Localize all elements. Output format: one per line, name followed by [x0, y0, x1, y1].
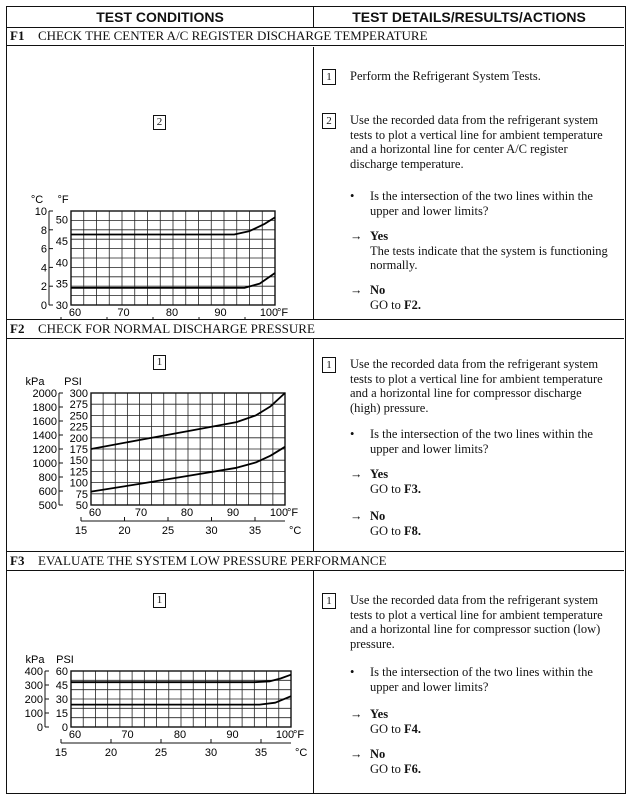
- x-tick-label: 60: [88, 507, 102, 519]
- x-tick-label: 100: [259, 307, 279, 319]
- graph-step-number: 1: [153, 355, 166, 370]
- arrow-right-icon: →: [350, 283, 363, 297]
- y-primary-unit: PSI: [56, 654, 74, 666]
- result-label: Yes: [370, 707, 389, 721]
- y-secondary-tick-label: 10: [34, 206, 47, 218]
- y-secondary-tick-label: 4: [40, 262, 47, 275]
- x-secondary-unit: °C: [295, 747, 308, 759]
- y-tick-label: 35: [55, 278, 68, 291]
- y-tick-label: 50: [55, 214, 68, 227]
- x-secondary-tick-label: 35: [254, 747, 268, 759]
- section-f2-details: [314, 339, 624, 551]
- header-test-details: TEST DETAILS/RESULTS/ACTIONS: [352, 9, 586, 25]
- section-title: EVALUATE THE SYSTEM LOW PRESSURE PERFORMANCE: [38, 553, 387, 568]
- arrow-right-icon: →: [350, 509, 363, 523]
- y-tick-label: 45: [55, 680, 68, 692]
- goto-target: F6.: [404, 761, 422, 776]
- y-primary-unit: °F: [57, 194, 69, 206]
- y-tick-label: 125: [69, 466, 88, 479]
- y-tick-label: 50: [75, 500, 88, 512]
- section-f1-details: [314, 47, 624, 319]
- result-label: No: [370, 747, 386, 761]
- y-secondary-tick-label: 300: [24, 680, 43, 692]
- bullet-dot: •: [350, 427, 355, 441]
- x-tick-label: 60: [68, 729, 82, 741]
- bullet-dot: •: [350, 189, 355, 203]
- x-secondary-unit: °C: [289, 525, 302, 537]
- result-label: No: [370, 283, 386, 297]
- x-secondary-tick-label: 30: [204, 747, 218, 759]
- x-secondary-tick-label: 35: [248, 525, 262, 537]
- section-f3-title: [7, 551, 624, 571]
- y-secondary-tick-label: 100: [24, 708, 43, 720]
- result-text: GO to: [370, 297, 401, 312]
- x-secondary-tick-label: 20: [118, 525, 131, 537]
- discharge-pressure-chart: [7, 339, 313, 551]
- y-tick-label: 75: [75, 488, 88, 501]
- result-label: Yes: [370, 467, 389, 481]
- section-f3-conditions: [7, 571, 314, 793]
- result-text: GO to: [370, 523, 401, 538]
- diagnostic-page: [6, 6, 626, 794]
- section-f1-title: [7, 27, 624, 46]
- goto-target: F4.: [404, 721, 422, 736]
- x-primary-unit: °F: [287, 507, 299, 519]
- step-text: Use the recorded data from the refrigerant system tests to plot a vertical line for ambient temperature and a horizontal line for compressor discharge (high) pressure.: [350, 357, 603, 415]
- step-text: Use the recorded data from the refrigerant system tests to plot a vertical line for ambient temperature and a horizontal line for center A/C register discharge temperature.: [350, 113, 603, 171]
- y-tick-label: 250: [69, 410, 88, 423]
- y-secondary-tick-label: 1800: [32, 402, 57, 414]
- y-secondary-tick-label: 600: [38, 486, 57, 498]
- y-tick-label: 275: [69, 399, 88, 412]
- y-secondary-tick-label: 1400: [32, 430, 57, 442]
- y-secondary-tick-label: 200: [24, 694, 43, 706]
- bullet-dot: •: [350, 665, 355, 679]
- step-number: 1: [322, 593, 336, 609]
- y-secondary-tick-label: 500: [38, 500, 57, 512]
- x-tick-label: 60: [68, 307, 82, 319]
- result-text: GO to: [370, 481, 401, 496]
- y-primary-unit: PSI: [64, 376, 82, 388]
- x-secondary-tick-label: 20: [104, 747, 118, 759]
- section-f2-title: [7, 319, 624, 339]
- y-secondary-unit: °C: [30, 194, 44, 206]
- arrow-right-icon: →: [350, 707, 363, 721]
- y-tick-label: 40: [55, 257, 68, 270]
- x-secondary-tick-label: 15: [74, 525, 88, 537]
- question-text: Is the intersection of the two lines within the upper and lower limits?: [370, 665, 593, 694]
- section-code: F2: [10, 321, 25, 336]
- step-number: 1: [322, 357, 336, 373]
- y-tick-label: 45: [55, 235, 68, 248]
- section-title: CHECK FOR NORMAL DISCHARGE PRESSURE: [38, 321, 315, 336]
- section-f1-conditions: [7, 47, 314, 319]
- y-secondary-tick-label: 400: [24, 666, 43, 678]
- x-secondary-tick-label: 30: [205, 525, 218, 537]
- y-secondary-unit: kPa: [25, 376, 45, 388]
- result-text: The tests indicate that the system is functioning normally.: [370, 243, 608, 272]
- graph-step-number: 2: [153, 115, 166, 130]
- x-secondary-tick-label: 25: [154, 747, 168, 759]
- discharge-temperature-chart: [7, 47, 313, 319]
- x-tick-label: 80: [173, 729, 187, 741]
- x-tick-label: 70: [117, 307, 130, 319]
- y-secondary-tick-label: 0: [40, 300, 47, 312]
- section-code: F3: [10, 553, 25, 568]
- suction-pressure-chart: [7, 571, 313, 793]
- result-text: GO to: [370, 721, 401, 736]
- x-primary-unit: °F: [293, 729, 305, 741]
- x-secondary-tick-label: 15: [54, 747, 68, 759]
- goto-target: F8.: [404, 523, 422, 538]
- y-tick-label: 225: [69, 421, 88, 434]
- x-secondary-tick-label: 25: [161, 525, 175, 537]
- y-tick-label: 30: [55, 694, 68, 706]
- section-f2-conditions: [7, 339, 314, 551]
- question-text: Is the intersection of the two lines within the upper and lower limits?: [370, 427, 593, 456]
- header-test-conditions: TEST CONDITIONS: [7, 7, 314, 27]
- y-tick-label: 30: [55, 300, 68, 312]
- x-tick-label: 70: [134, 507, 148, 519]
- y-tick-label: 150: [69, 455, 88, 468]
- x-primary-unit: °F: [277, 307, 289, 319]
- result-label: No: [370, 509, 386, 523]
- x-tick-label: 80: [165, 307, 179, 319]
- question-text: Is the intersection of the two lines within the upper and lower limits?: [370, 189, 593, 218]
- section-f3-details: [314, 571, 624, 793]
- y-tick-label: 15: [55, 708, 68, 720]
- arrow-right-icon: →: [350, 229, 363, 243]
- x-tick-label: 90: [226, 507, 240, 519]
- x-tick-label: 90: [226, 729, 239, 741]
- y-secondary-tick-label: 8: [40, 224, 47, 237]
- y-tick-label: 300: [69, 388, 88, 400]
- step-text: Use the recorded data from the refrigerant system tests to plot a vertical line for ambient temperature and a horizontal line for compressor suction (low) pressure.: [350, 593, 603, 651]
- goto-target: F3.: [404, 481, 422, 496]
- y-secondary-tick-label: 0: [36, 722, 43, 734]
- y-secondary-tick-label: 800: [38, 472, 57, 484]
- arrow-right-icon: →: [350, 747, 363, 761]
- goto-target: F2.: [404, 297, 422, 312]
- section-title: CHECK THE CENTER A/C REGISTER DISCHARGE TEMPERATURE: [38, 28, 428, 43]
- y-tick-label: 60: [55, 666, 68, 678]
- x-tick-label: 70: [121, 729, 134, 741]
- arrow-right-icon: →: [350, 467, 363, 481]
- result-text: GO to: [370, 761, 401, 776]
- y-secondary-tick-label: 1600: [32, 416, 57, 428]
- table-header: [7, 7, 624, 28]
- x-tick-label: 100: [275, 729, 295, 741]
- y-tick-label: 200: [69, 432, 88, 445]
- y-secondary-tick-label: 6: [40, 243, 47, 256]
- result-label: Yes: [370, 229, 389, 243]
- y-tick-label: 0: [61, 722, 68, 734]
- y-secondary-tick-label: 1200: [32, 444, 57, 456]
- graph-step-number: 1: [153, 593, 166, 608]
- x-tick-label: 100: [269, 507, 289, 519]
- y-secondary-unit: kPa: [25, 654, 45, 666]
- step-number: 2: [322, 113, 336, 129]
- y-secondary-tick-label: 2: [40, 281, 47, 294]
- x-tick-label: 80: [180, 507, 194, 519]
- y-secondary-tick-label: 1000: [32, 458, 57, 470]
- x-tick-label: 90: [214, 307, 227, 319]
- step-text: Perform the Refrigerant System Tests.: [350, 69, 541, 83]
- step-number: 1: [322, 69, 336, 85]
- section-code: F1: [10, 28, 25, 43]
- y-tick-label: 100: [69, 477, 88, 490]
- y-secondary-tick-label: 2000: [32, 388, 57, 400]
- y-tick-label: 175: [69, 444, 88, 456]
